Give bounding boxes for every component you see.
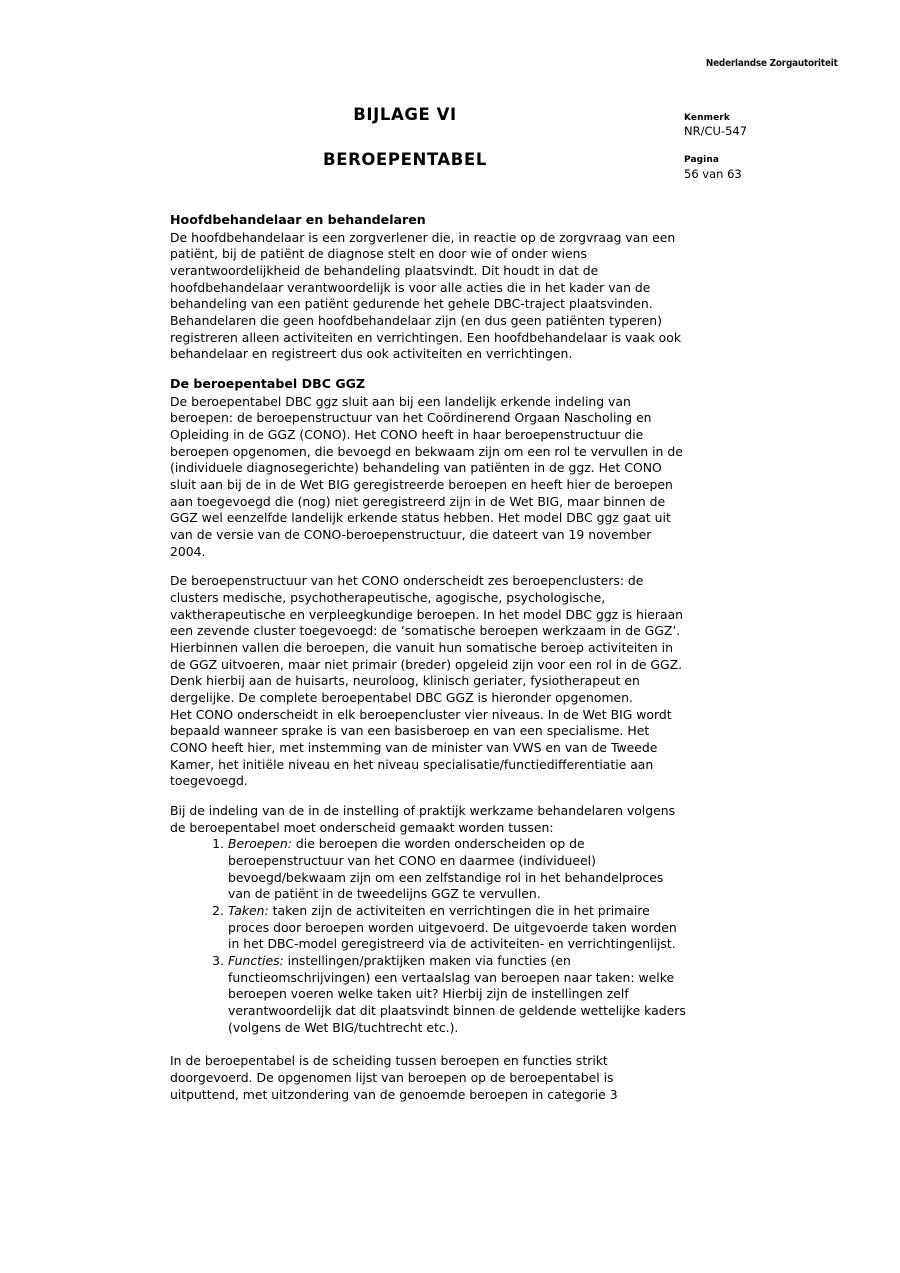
pagina-value: 56 van 63 bbox=[684, 166, 742, 181]
section-heading-hoofdbehandelaar: Hoofdbehandelaar en behandelaren bbox=[170, 212, 426, 227]
list-item-text: instellingen/praktijken maken via functies (en functieomschrijvingen) een vertaalslag van beroepen naar taken: welke beroepen voeren welke taken uit? Hierbij zijn de instellingen zelf verantwoordelijk dat dit plaatsvindt binnen de geldende wettelijke kaders (volgens de Wet BIG/tuchtrecht etc.). bbox=[228, 953, 686, 1035]
list-item-term: Taken: bbox=[228, 903, 269, 919]
section-paragraph-s1-p1: De hoofdbehandelaar is een zorgverlener die, in reactie op de zorgvraag van een patiënt, bij de patiënt de diagnose stelt en door wie of onder wiens verantwoordelijkheid de behandeling plaatsvindt. Dit houdt in dat de hoofdbehandelaar verantwoordelijk is voor alle acties die in het kader van de behandeling van een patiënt gedurende het gehele DBC-traject plaatsvinden. Behandelaren die geen hoofdbehandelaar zijn (en dus geen patiënten typeren) registreren alleen activiteiten en verrichtingen. Een hoofdbehandelaar is vaak ook behandelaar en registreert dus ook activiteiten en verrichtingen. bbox=[170, 229, 681, 362]
list-item-term: Beroepen: bbox=[228, 836, 292, 852]
list-item bbox=[228, 953, 686, 1036]
section-paragraph-s3-intro: Bij de indeling van de in de instelling of praktijk werkzame behandelaren volgens de beroepentabel moet onderscheid gemaakt worden tussen: bbox=[170, 803, 676, 835]
document-body bbox=[170, 212, 686, 1103]
spacer bbox=[170, 560, 686, 573]
list-item-term: Functies: bbox=[228, 953, 284, 969]
page-subtitle: BEROEPENTABEL bbox=[323, 150, 487, 169]
section-paragraph-s4-p1: In de beroepentabel is de scheiding tussen beroepen en functies strikt doorgevoerd. De opgenomen lijst van beroepen op de beroepentabel is uitputtend, met uitzondering van de genoemde beroepen in categorie 3 bbox=[170, 1053, 618, 1102]
kenmerk-value: NR/CU-547 bbox=[684, 124, 748, 139]
spacer bbox=[170, 363, 686, 376]
section-paragraph-s2-p2: De beroepenstructuur van het CONO onderscheidt zes beroepenclusters: de clusters medische, psychotherapeutische, agogische, psychologische, vaktherapeutische en verpleegkundige beroepen. In het model DBC ggz is hieraan een zevende cluster toegevoegd: de ‘somatische beroepen werkzaam in de GGZ’. Hierbinnen vallen die beroepen, die vanuit hun somatische beroep activiteiten in de GGZ uitvoeren, maar niet primair (breder) opgeleid zijn voor een rol in de GGZ. Denk hierbij aan de huisarts, neuroloog, klinisch geriater, fysiotherapeut en dergelijke. De complete beroepentabel DBC GGZ is hieronder opgenomen. bbox=[170, 573, 684, 706]
document-title-block bbox=[170, 105, 640, 169]
list-item bbox=[228, 836, 686, 903]
kenmerk-label: Kenmerk bbox=[684, 113, 730, 123]
organisation-logo-text: Nederlandse Zorgautoriteit bbox=[706, 58, 838, 69]
definition-list bbox=[170, 836, 686, 1036]
spacer bbox=[170, 790, 686, 803]
list-item bbox=[228, 903, 686, 953]
section-paragraph-s2-p1: De beroepentabel DBC ggz sluit aan bij een landelijk erkende indeling van beroepen: de beroepenstructuur van het Coördinerend Orgaan Nascholing en Opleiding in de GGZ (CONO). Het CONO heeft in haar beroepenstructuur die beroepen opgenomen, die bevoegd en bekwaam zijn om een rol te vervullen in de (individuele diagnosegerichte) behandeling van patiënten in de ggz. Het CONO sluit aan bij de in de Wet BIG geregistreerde beroepen en heeft hier de beroepen aan toegevoegd die (nog) niet geregistreerd zijn in de Wet BIG, maar binnen de GGZ wel eenzelfde landelijk erkende status hebben. Het model DBC ggz gaat uit van de versie van de CONO-beroepenstructuur, die dateert van 19 november 2004. bbox=[170, 393, 683, 559]
pagina-label: Pagina bbox=[684, 155, 720, 166]
list-item-text: taken zijn de activiteiten en verrichtingen die in het primaire proces door beroepen worden uitgevoerd. De uitgevoerde taken worden in het DBC-model geregistreerd via de activiteiten- en verrichtingenlijst. bbox=[228, 903, 677, 952]
list-item-text: die beroepen die worden onderscheiden op de beroepenstructuur van het CONO en daarmee (individueel) bevoegd/bekwaam zijn om een zelfstandige rol in het behandelproces van de patiënt in de tweedelijns GGZ te vervullen. bbox=[228, 836, 664, 902]
document-meta-block bbox=[684, 112, 854, 183]
page-title: BIJLAGE VI bbox=[353, 105, 457, 124]
section-heading-beroepentabel: De beroepentabel DBC GGZ bbox=[170, 375, 366, 391]
spacer bbox=[170, 1036, 686, 1053]
section-paragraph-s2-p3: Het CONO onderscheidt in elk beroepencluster vier niveaus. In de Wet BIG wordt bepaald wanneer sprake is van een basisberoep en van een specialisme. Het CONO heeft hier, met instemming van de minister van VWS en van de Tweede Kamer, het initiële niveau en het niveau specialisatie/functiedifferentiatie aan toegevoegd. bbox=[170, 706, 672, 789]
